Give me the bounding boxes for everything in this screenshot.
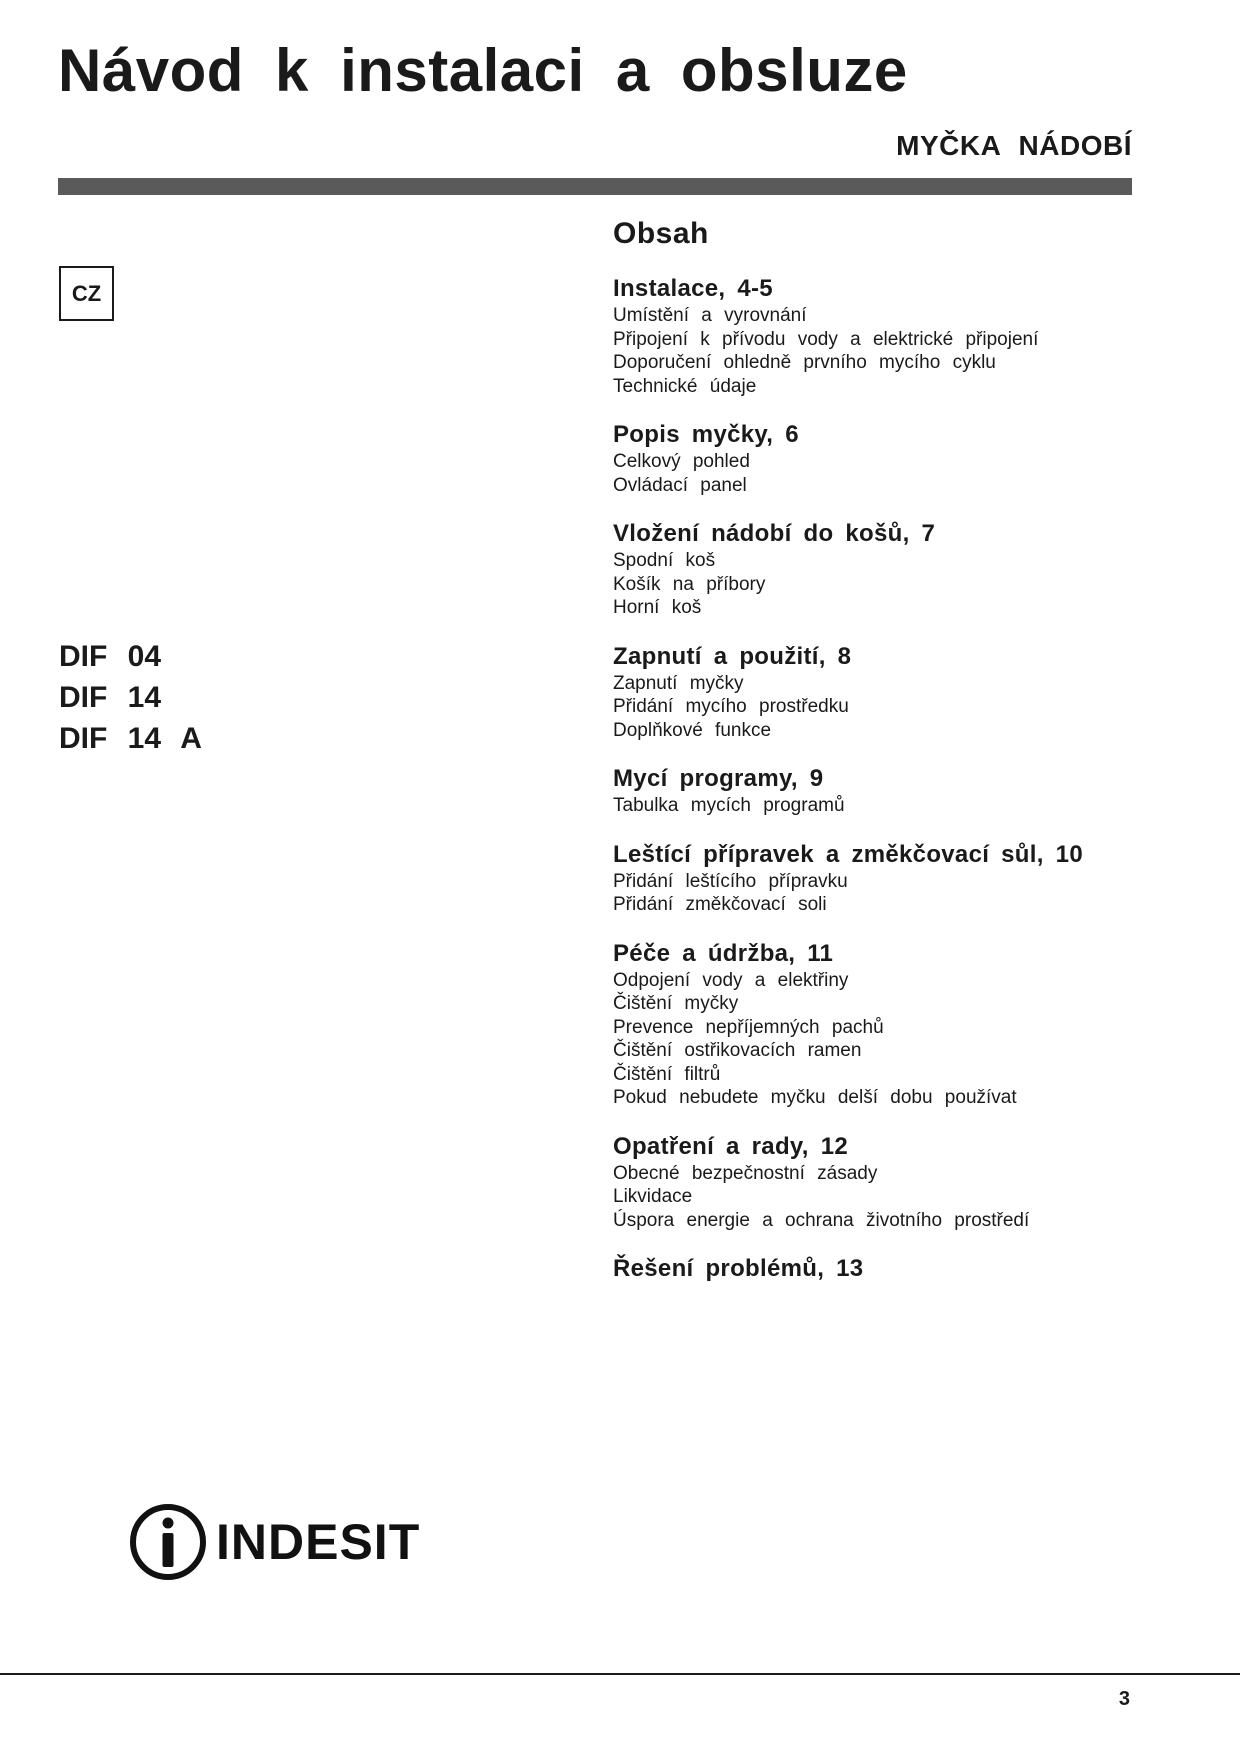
toc-items xyxy=(613,549,1173,620)
toc-item: Technické údaje xyxy=(613,375,757,397)
toc-section-title: Péče a údržba, 11 xyxy=(613,939,834,967)
toc-section-title: Zapnutí a použití, 8 xyxy=(613,642,852,670)
toc-section-title: Mycí programy, 9 xyxy=(613,765,824,792)
page-title: Návod k instalaci a obsluze xyxy=(58,37,908,104)
toc-item: Obecné bezpečnostní zásady xyxy=(613,1162,878,1184)
toc-item: Pokud nebudete myčku delší dobu používat xyxy=(613,1087,1017,1108)
toc-item: Čištění myčky xyxy=(613,993,739,1014)
toc-section-loading xyxy=(613,519,1173,620)
table-of-contents xyxy=(613,214,1173,1306)
toc-section-title: Popis myčky, 6 xyxy=(613,421,799,448)
toc-item: Doplňkové funkce xyxy=(613,719,772,741)
toc-section-title: Opatření a rady, 12 xyxy=(613,1132,849,1160)
brand-logo xyxy=(128,1502,420,1582)
indesit-logo-icon xyxy=(128,1502,208,1582)
page-number: 3 xyxy=(1118,1688,1130,1710)
toc-item: Likvidace xyxy=(613,1186,693,1207)
toc-item: Čištění filtrů xyxy=(613,1063,721,1085)
toc-item: Odpojení vody a elektřiny xyxy=(613,969,849,991)
toc-items xyxy=(613,794,1173,818)
toc-section-title: Vložení nádobí do košů, 7 xyxy=(613,520,936,547)
toc-item: Přidání změkčovací soli xyxy=(613,894,827,915)
toc-item: Připojení k přívodu vody a elektrické připojení xyxy=(613,328,1039,350)
model-list xyxy=(59,636,202,759)
toc-item: Prevence nepříjemných pachů xyxy=(613,1016,884,1038)
toc-item: Spodní koš xyxy=(613,550,716,571)
toc-section-title: Leštící přípravek a změkčovací sůl, 10 xyxy=(613,840,1083,868)
toc-section-description xyxy=(613,420,1173,497)
toc-section-start-use xyxy=(613,642,1173,743)
document-subtitle: MYČKA NÁDOBÍ xyxy=(896,130,1132,161)
toc-section-maintenance xyxy=(613,939,1173,1110)
toc-items xyxy=(613,672,1173,743)
toc-item: Doporučení ohledně prvního mycího cyklu xyxy=(613,352,996,373)
toc-items xyxy=(613,870,1173,917)
header-divider-bar xyxy=(58,178,1132,195)
toc-item: Přidání mycího prostředku xyxy=(613,696,849,717)
toc-items xyxy=(613,304,1173,398)
toc-section-programs xyxy=(613,764,1173,818)
toc-heading: Obsah xyxy=(613,217,709,250)
toc-item: Ovládací panel xyxy=(613,474,747,496)
toc-items xyxy=(613,969,1173,1110)
toc-item: Košík na příbory xyxy=(613,573,766,595)
toc-section-precautions xyxy=(613,1132,1173,1233)
toc-item: Úspora energie a ochrana životního prostředí xyxy=(613,1209,1030,1231)
toc-items xyxy=(613,1162,1173,1233)
toc-section-title: Instalace, 4-5 xyxy=(613,275,773,302)
model-name: DIF 14 A xyxy=(59,722,202,755)
toc-section-rinse-aid-salt xyxy=(613,840,1173,917)
model-name: DIF 04 xyxy=(59,640,162,673)
toc-item: Celkový pohled xyxy=(613,451,750,472)
toc-item: Tabulka mycích programů xyxy=(613,795,845,816)
toc-item: Čištění ostřikovacích ramen xyxy=(613,1040,862,1061)
toc-section-installation xyxy=(613,274,1173,398)
footer-divider xyxy=(0,1673,1240,1675)
toc-item: Zapnutí myčky xyxy=(613,672,744,694)
toc-item: Přidání leštícího přípravku xyxy=(613,870,848,892)
toc-section-title: Řešení problémů, 13 xyxy=(613,1255,864,1282)
toc-section-troubleshooting xyxy=(613,1254,1173,1284)
language-badge: CZ xyxy=(59,266,114,321)
toc-item: Horní koš xyxy=(613,597,702,618)
toc-items xyxy=(613,450,1173,497)
brand-name: INDESIT xyxy=(216,1514,421,1570)
model-name: DIF 14 xyxy=(59,681,162,714)
toc-item: Umístění a vyrovnání xyxy=(613,305,807,326)
